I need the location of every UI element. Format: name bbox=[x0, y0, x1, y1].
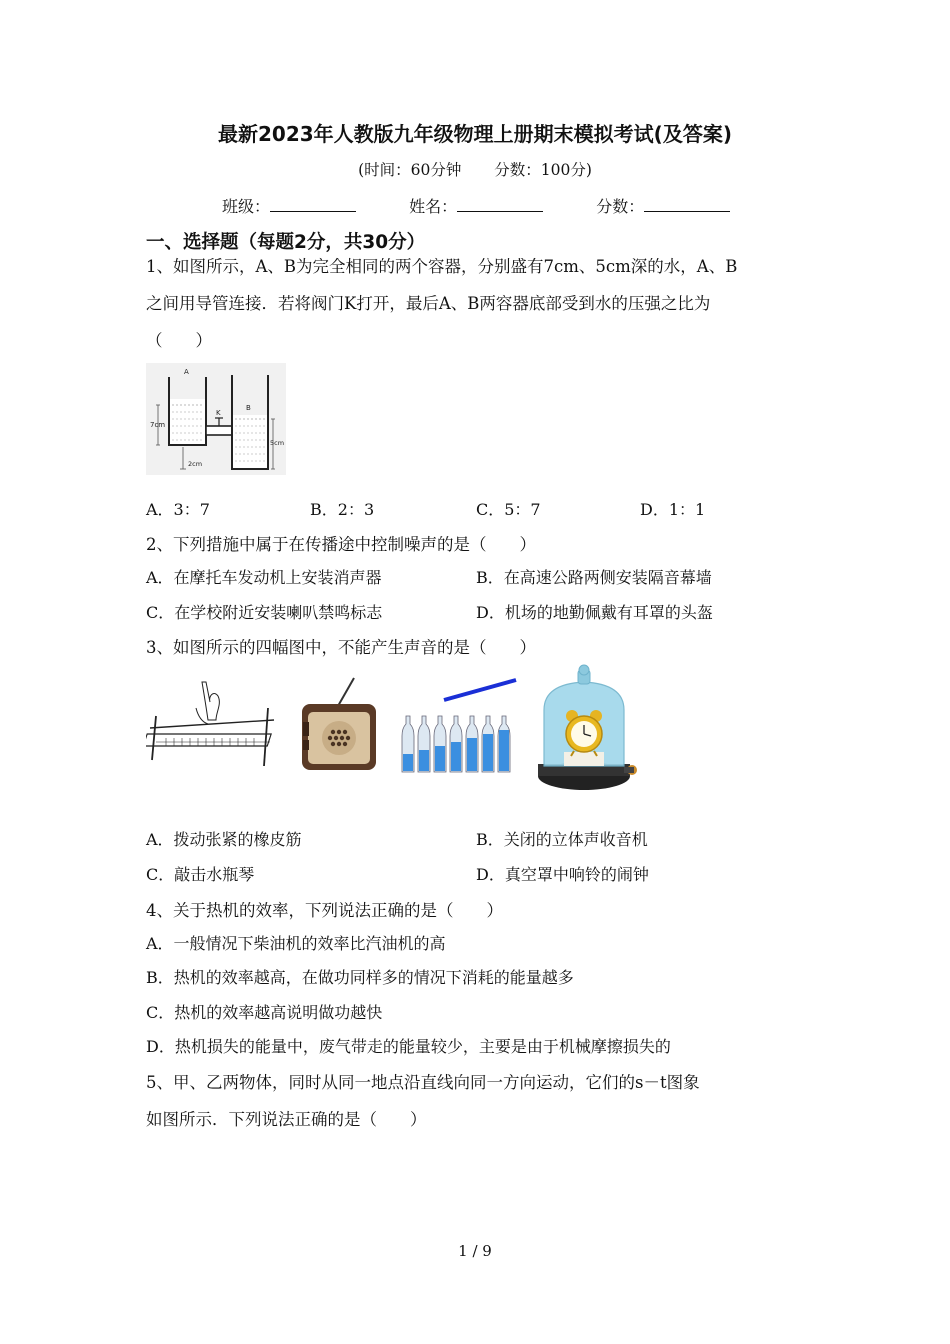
class-blank[interactable] bbox=[270, 197, 356, 212]
score-blank[interactable] bbox=[644, 197, 730, 212]
q4-option-d[interactable]: D．热机损失的能量中，废气带走的能量较少，主要是由于机械摩擦损失的 bbox=[146, 1037, 671, 1056]
q1-stem-line-1: 1、如图所示，A、B为完全相同的两个容器，分别盛有7cm、5cm深的水，A、B bbox=[146, 257, 738, 276]
q1-stem-line-3: （ ） bbox=[146, 331, 212, 350]
label-7cm: 7cm bbox=[150, 421, 166, 429]
q5-stem-line-2: 如图所示．下列说法正确的是（ ） bbox=[146, 1110, 427, 1129]
score-label: 分数： bbox=[596, 197, 645, 216]
q3-option-d[interactable]: D．真空罩中响铃的闹钟 bbox=[476, 865, 649, 884]
name-blank[interactable] bbox=[457, 197, 543, 212]
q4-option-c[interactable]: C．热机的效率越高说明做功越快 bbox=[146, 1003, 383, 1022]
q3-option-b[interactable]: B．关闭的立体声收音机 bbox=[476, 830, 648, 849]
q4-option-a[interactable]: A．一般情况下柴油机的效率比汽油机的高 bbox=[146, 934, 446, 953]
score-field[interactable] bbox=[596, 194, 730, 217]
label-k: K bbox=[216, 409, 221, 417]
q3-option-c[interactable]: C．敲击水瓶琴 bbox=[146, 865, 255, 884]
q1-container-figure bbox=[146, 363, 286, 475]
label-2cm: 2cm bbox=[188, 460, 203, 468]
q4-option-b[interactable]: B．热机的效率越高，在做功同样多的情况下消耗的能量越多 bbox=[146, 968, 574, 987]
radio-picture bbox=[298, 676, 380, 774]
container-b bbox=[232, 415, 268, 469]
q2-option-a[interactable]: A．在摩托车发动机上安装消声器 bbox=[146, 568, 382, 587]
section-heading: 一、选择题（每题2分，共30分） bbox=[146, 232, 426, 253]
q1-option-a[interactable]: A．3：7 bbox=[146, 500, 210, 519]
class-field[interactable] bbox=[222, 194, 356, 217]
water-bottle-xylophone-picture bbox=[398, 676, 520, 776]
label-5cm: 5cm bbox=[270, 439, 285, 447]
class-label: 班级： bbox=[222, 197, 271, 216]
exam-time: (时间：60分钟 bbox=[358, 161, 462, 179]
q1-option-b[interactable]: B．2：3 bbox=[310, 500, 375, 519]
connecting-tube bbox=[206, 426, 232, 435]
container-a bbox=[169, 399, 206, 445]
page-title: 最新2023年人教版九年级物理上册期末模拟考试(及答案) bbox=[218, 122, 732, 146]
rubber-band-picture bbox=[146, 676, 278, 774]
q1-option-d[interactable]: D．1：1 bbox=[640, 500, 706, 519]
label-a: A bbox=[184, 368, 189, 376]
exam-meta bbox=[0, 158, 950, 180]
q2-option-d[interactable]: D．机场的地勤佩戴有耳罩的头盔 bbox=[476, 603, 713, 622]
name-label: 姓名： bbox=[409, 197, 458, 216]
q2-option-c[interactable]: C．在学校附近安装喇叭禁鸣标志 bbox=[146, 603, 383, 622]
bell-jar-alarm-clock-picture bbox=[536, 664, 642, 794]
q2-option-b[interactable]: B．在高速公路两侧安装隔音幕墙 bbox=[476, 568, 712, 587]
q5-stem-line-1: 5、甲、乙两物体，同时从同一地点沿直线向同一方向运动，它们的s－t图象 bbox=[146, 1073, 700, 1092]
q1-stem-line-2: 之间用导管连接．若将阀门K打开，最后A、B两容器底部受到水的压强之比为 bbox=[146, 294, 711, 313]
q1-option-c[interactable]: C．5：7 bbox=[476, 500, 541, 519]
q3-option-a[interactable]: A．拨动张紧的橡皮筋 bbox=[146, 830, 302, 849]
q3-stem: 3、如图所示的四幅图中，不能产生声音的是（ ） bbox=[146, 638, 536, 657]
exam-total-score: 分数：100分) bbox=[494, 161, 592, 179]
page-number: 1 / 9 bbox=[458, 1242, 492, 1260]
student-info-fields bbox=[222, 194, 778, 217]
q4-stem: 4、关于热机的效率，下列说法正确的是（ ） bbox=[146, 901, 503, 920]
name-field[interactable] bbox=[409, 194, 543, 217]
label-b: B bbox=[246, 404, 251, 412]
q2-stem: 2、下列措施中属于在传播途中控制噪声的是（ ） bbox=[146, 535, 536, 554]
